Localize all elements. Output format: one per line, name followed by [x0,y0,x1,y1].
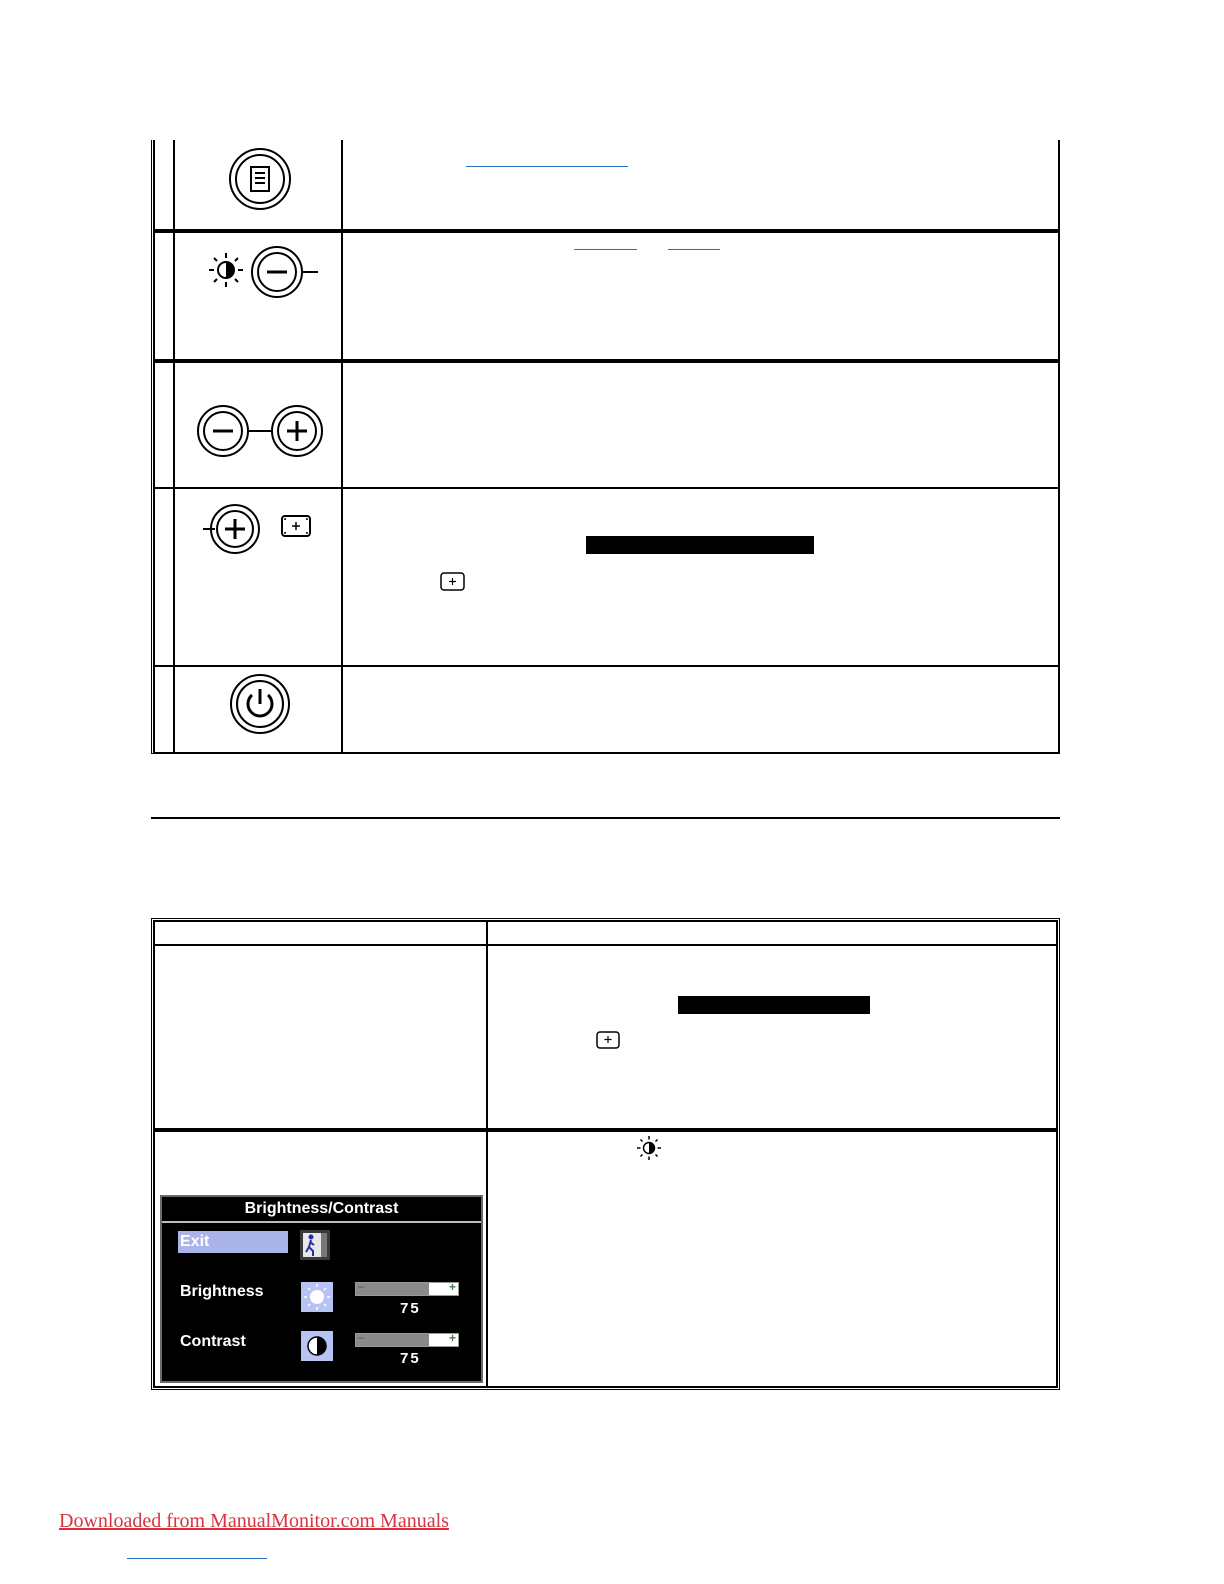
redacted-text-bar [586,536,814,554]
minus-plus-icon[interactable] [195,403,325,459]
table-row-icon-cell [173,140,343,231]
footer-download-link[interactable]: Downloaded from ManualMonitor.com Manuals [59,1510,449,1532]
brightness-slider[interactable] [355,1282,459,1296]
contrast-slider[interactable] [355,1333,459,1347]
table-row-number-cell [153,231,175,361]
auto-adjust-icon [439,571,467,593]
menu-button-icon[interactable] [227,146,293,212]
redacted-link[interactable] [668,249,720,250]
table-row-icon-cell [173,487,343,667]
table-header-cell [153,920,488,946]
table-row-icon-cell [173,665,343,754]
table-cell [486,1130,1058,1388]
redacted-link[interactable] [574,249,637,250]
brightness-value: 75 [400,1300,421,1317]
slider-plus-icon: + [448,1331,456,1345]
brightness-icon[interactable] [301,1282,333,1312]
table-row-desc-cell [341,665,1060,754]
table-row-icon-cell [173,231,343,361]
table-cell [153,944,488,1130]
exit-icon[interactable] [299,1229,331,1261]
brightness-contrast-icon [636,1135,662,1161]
osd-contrast-label: Contrast [180,1333,246,1350]
table-cell [153,1130,488,1388]
brightness-contrast-icon [207,251,245,289]
table-row-number-cell [153,361,175,489]
redacted-link[interactable] [466,166,628,167]
contrast-slider-fill [356,1334,429,1346]
table-cell [486,944,1058,1130]
table-row-desc-cell [341,140,1060,231]
osd-brightness-label: Brightness [180,1283,264,1300]
contrast-value: 75 [400,1350,421,1367]
table-row-desc-cell [341,361,1060,489]
redacted-link[interactable] [127,1558,267,1559]
osd-exit-item[interactable]: Exit [178,1231,288,1253]
table-row-number-cell [153,665,175,754]
table-row-desc-cell [341,231,1060,361]
minus-button-icon[interactable] [250,245,320,299]
brightness-slider-fill [356,1283,429,1295]
osd-title: Brightness/Contrast [162,1197,481,1223]
plus-button-icon[interactable] [201,501,261,557]
table-row-icon-cell [173,361,343,489]
slider-minus-icon: − [358,1331,366,1345]
slider-plus-icon: + [448,1280,456,1294]
osd-brightness-contrast-menu [160,1195,483,1383]
auto-adjust-icon [279,513,313,539]
table-row-number-cell [153,487,175,667]
table-row-number-cell [153,140,175,231]
table-row-desc-cell [341,487,1060,667]
auto-adjust-icon [595,1030,621,1050]
horizontal-rule [151,817,1060,819]
power-button-icon[interactable] [229,673,291,735]
slider-minus-icon: − [358,1280,366,1294]
table-header-cell [486,920,1058,946]
contrast-icon[interactable] [301,1331,333,1361]
redacted-text-bar [678,996,870,1014]
